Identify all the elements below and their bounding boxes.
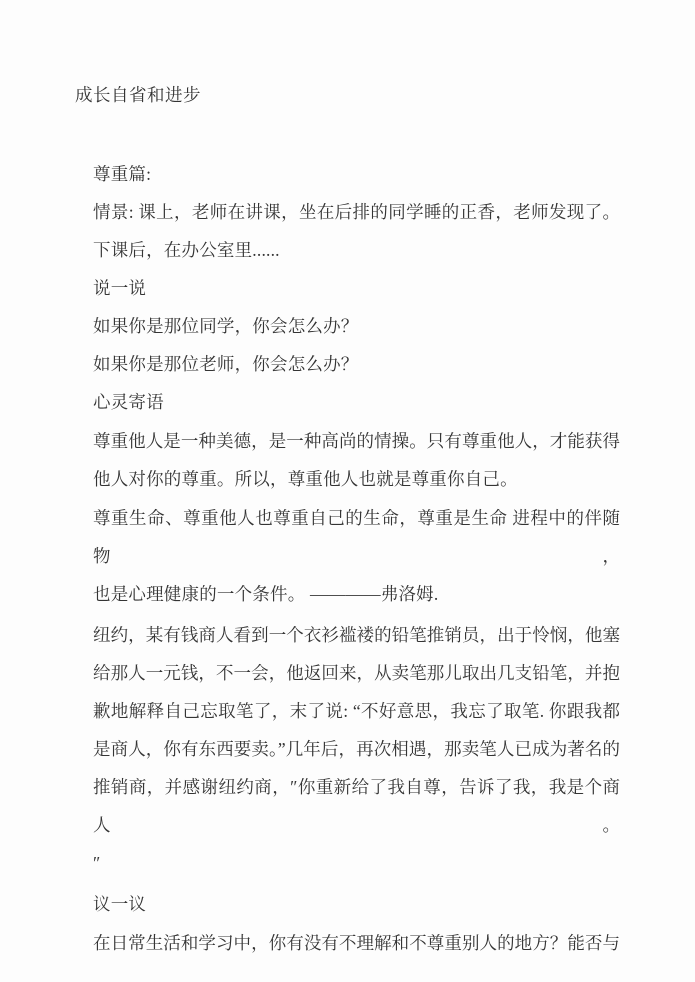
text-line: 也是心理健康的一个条件。 ————弗洛姆.	[93, 584, 439, 604]
text-line: 下课后，在办公室里......	[93, 240, 280, 260]
text-line: 他人对你的尊重。所以，尊重他人也就是尊重你自己。	[93, 469, 518, 489]
text-line: 尊重篇:	[93, 164, 152, 184]
paragraph-newyork-story	[93, 616, 620, 882]
text-line: 说一说	[93, 278, 147, 298]
text-line: 议一议	[93, 894, 147, 914]
paragraph-heading-discuss	[93, 885, 620, 923]
text-line: 在日常生活和学习中，你有没有不理解和不尊重别人的地方？能否与	[93, 933, 620, 953]
paragraph-fromm-quote	[93, 499, 620, 613]
text-line: 尊重生命、尊重他人也尊重自己的生命，尊重是生命 进程中的伴随物，	[93, 508, 620, 566]
text-line: 心灵寄语	[93, 392, 164, 412]
text-line: 尊重他人是一种美德，是一种高尚的情操。只有尊重他人，才能获得	[93, 431, 620, 451]
text-line: 给那人一元钱，不一会，他返回来，从卖笔那儿取出几支铅笔，并抱	[93, 663, 620, 683]
text-line: 情景: 课上，老师在讲课，坐在后排的同学睡的正香，老师发现了。	[93, 202, 620, 222]
paragraph-heading-heart-message	[93, 383, 620, 421]
paragraph-question-teacher	[93, 345, 620, 383]
text-line: 歉地解释自己忘取笔了，末了说: “不好意思，我忘了取笔. 你跟我都	[93, 701, 620, 721]
paragraph-scenario	[93, 193, 620, 269]
text-line: 是商人，你有东西要卖。”几年后，再次相遇，那卖笔人已成为著名的	[93, 739, 620, 759]
paragraph-heading-respect-section	[93, 155, 620, 193]
paragraph-question-student	[93, 307, 620, 345]
paragraph-heading-say	[93, 269, 620, 307]
document-title: 成长自省和进步	[75, 85, 201, 105]
text-line: 推销商，并感谢纽约商，″你重新给了我自尊，告诉了我，我是个商人。	[93, 777, 620, 835]
text-line: 如果你是那位同学，你会怎么办？	[93, 316, 359, 336]
text-line: 如果你是那位老师，你会怎么办？	[93, 354, 359, 374]
paragraph-discuss-question	[93, 924, 620, 962]
text-line: 纽约，某有钱商人看到一个衣衫褴褛的铅笔推销员，出于怜悯，他塞	[93, 625, 620, 645]
paragraph-respect-virtue	[93, 422, 620, 498]
text-line: ″	[93, 853, 101, 873]
document-body	[93, 155, 620, 962]
